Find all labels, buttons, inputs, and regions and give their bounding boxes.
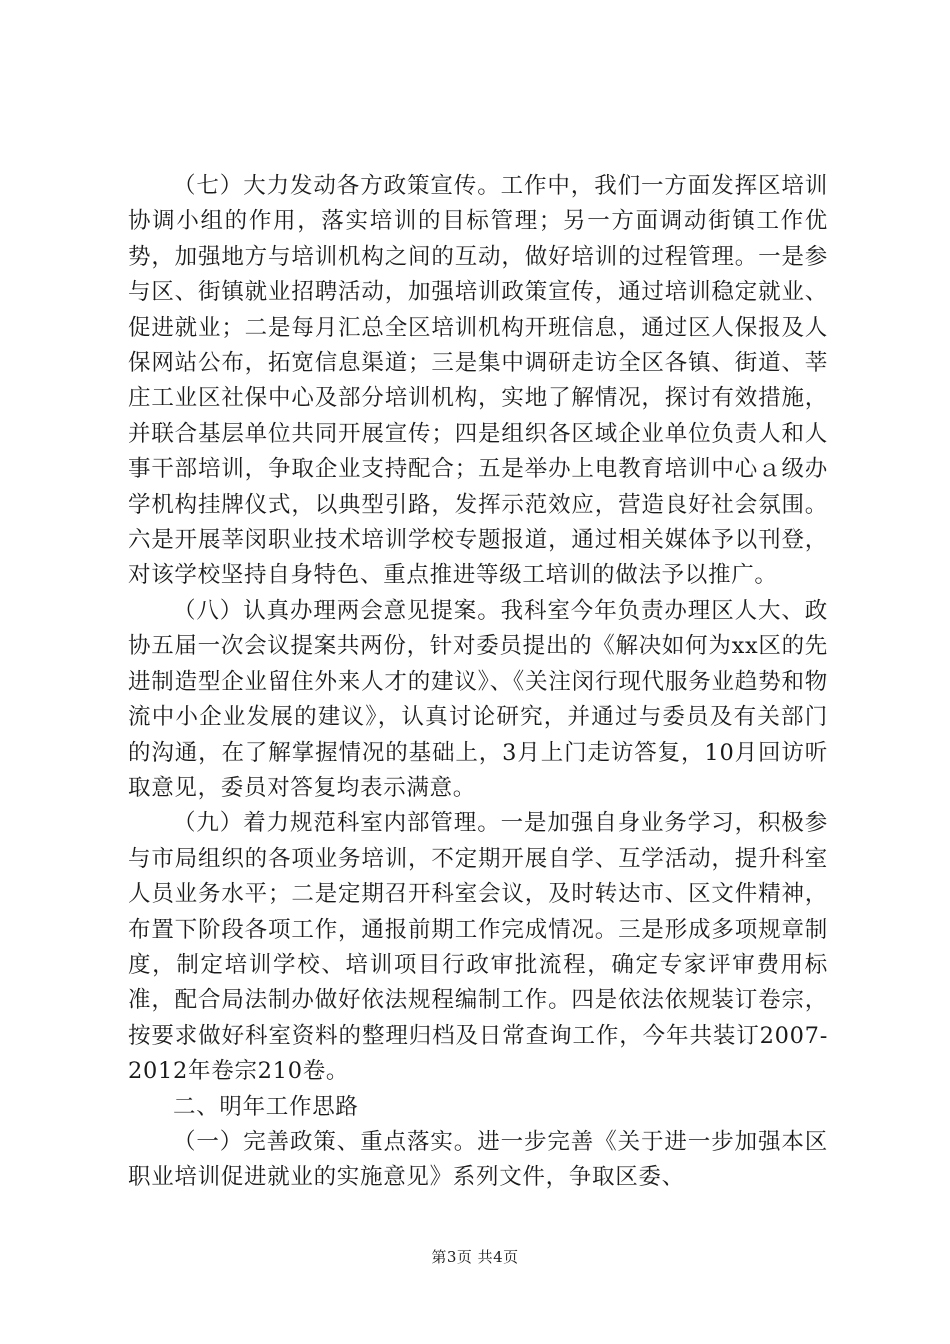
paragraph-seven: （七）大力发动各方政策宣传。工作中，我们一方面发挥区培训协调小组的作用，落实培训的目标管理；另一方面调动街镇工作优势，加强地方与培训机构之间的互动，做好培训的过程管理。一是参与区、街镇就业招聘活动，加强培训政策宣传，通过培训稳定就业、促进就业；二是每月汇总全区培训机构开班信息，通过区人保报及人保网站公布，拓宽信息渠道；三是集中调研走访全区各镇、街道、莘庄工业区社保中心及部分培训机构，实地了解情况，探讨有效措施，并联合基层单位共同开展宣传；四是组织各区域企业单位负责人和人事干部培训，争取企业支持配合；五是举办上电教育培训中心ａ级办学机构挂牌仪式，以典型引路，发挥示范效应，营造良好社会氛围。六是开展莘闵职业技术培训学校专题报道，通过相关媒体予以刊登，对该学校坚持自身特色、重点推进等级工培训的做法予以推广。 bbox=[128, 173, 828, 589]
paragraph-nine: （九）着力规范科室内部管理。一是加强自身业务学习，积极参与市局组织的各项业务培训，不定期开展自学、互学活动，提升科室人员业务水平；二是定期召开科室会议，及时转达市、区文件精神，布置下阶段各项工作，通报前期工作完成情况。三是形成多项规章制度，制定培训学校、培训项目行政审批流程，确定专家评审费用标准，配合局法制办做好依法规程编制工作。四是依法依规装订卷宗，按要求做好科室资料的整理归档及日常查询工作，今年共装订2007-2012年卷宗210卷。 bbox=[128, 810, 828, 1085]
section-heading: 二、明年工作思路 bbox=[173, 1093, 359, 1120]
page-footer: 第3页 共4页 bbox=[431, 1248, 519, 1266]
document-body bbox=[128, 169, 828, 1196]
paragraph-eight: （八）认真办理两会意见提案。我科室今年负责办理区人大、政协五届一次会议提案共两份，针对委员提出的《解决如何为xx区的先进制造型企业留住外来人才的建议》、《关注闵行现代服务业趋势和物流中小企业发展的建议》，认真讨论研究，并通过与委员及有关部门的沟通，在了解掌握情况的基础上，3月上门走访答复，10月回访听取意见，委员对答复均表示满意。 bbox=[128, 597, 828, 801]
paragraph-next-year-one: （一）完善政策、重点落实。进一步完善《关于进一步加强本区职业培训促进就业的实施意见》系列文件，争取区委、 bbox=[128, 1128, 828, 1191]
